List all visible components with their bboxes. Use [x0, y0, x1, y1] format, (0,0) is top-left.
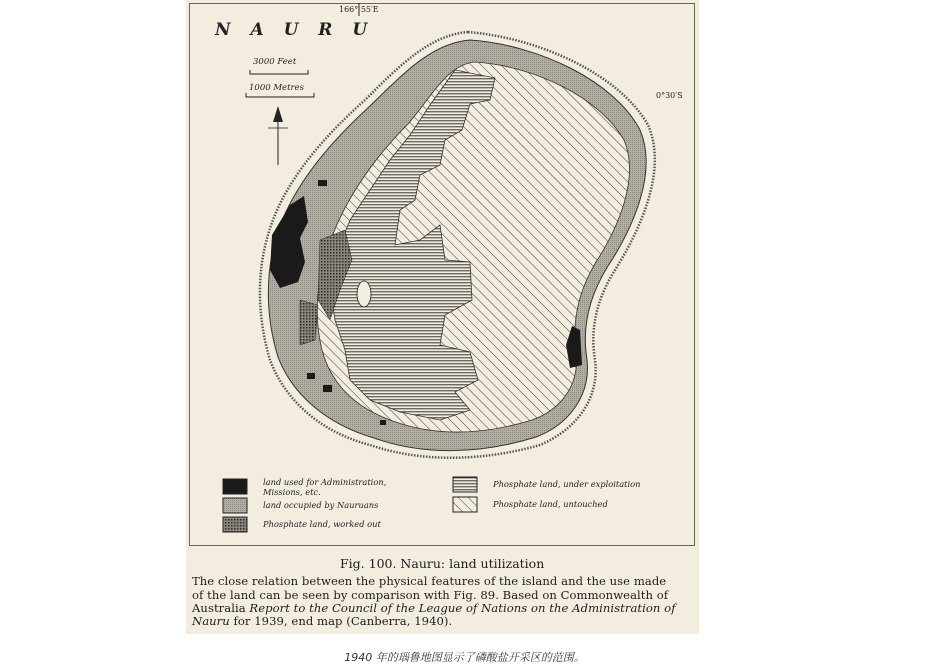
lagoon [357, 281, 371, 307]
legend-swatch-untouched [453, 497, 477, 512]
scale-bar-feet [250, 70, 308, 74]
caption-text: Australia [192, 601, 250, 615]
admin-patch-3 [380, 420, 386, 425]
figure-caption-line [192, 601, 676, 615]
caption-report-title: Report to the Council of the League of Nations on the Administration of [249, 601, 676, 615]
legend-label-administration-line2: Missions, etc. [263, 487, 321, 497]
north-arrow-head [273, 106, 283, 122]
longitude-label: 166° 55′E [339, 5, 379, 14]
image-caption: 1940 年的瑙鲁地图显示了磷酸盐开采区的范围。 [344, 651, 585, 664]
admin-patch-2 [323, 385, 332, 392]
worked-out-area-2 [300, 300, 318, 345]
legend-label-administration-line1: land used for Administration, [263, 477, 387, 487]
legend-swatch-nauruans [223, 498, 247, 513]
scale-label-feet: 3000 Feet [253, 57, 297, 67]
figure-caption-title: Fig. 100. Nauru: land utilization [340, 556, 545, 571]
legend-swatch-worked-out [223, 517, 247, 532]
caption-text: for 1939, end map (Canberra, 1940). [229, 614, 453, 628]
caption-report-title-end: Nauru [192, 614, 230, 628]
figure-caption-line [192, 614, 452, 628]
legend-label-worked-out: Phosphate land, worked out [263, 519, 381, 529]
legend-swatch-exploitation [453, 477, 477, 492]
scale-bar-metres [246, 93, 314, 97]
legend-label-exploitation: Phosphate land, under exploitation [493, 479, 641, 489]
legend-label-untouched: Phosphate land, untouched [493, 499, 608, 509]
figure-caption-line: of the land can be seen by comparison with Fig. 89. Based on Commonwealth of [192, 588, 669, 602]
scale-label-metres: 1000 Metres [249, 83, 304, 93]
figure-caption-line: The close relation between the physical features of the island and the use made [192, 574, 667, 588]
latitude-label: 0°30′S [656, 91, 683, 100]
legend-label-nauruans: land occupied by Nauruans [263, 500, 379, 510]
admin-patch-4 [318, 180, 327, 186]
legend-label-administration [263, 477, 386, 497]
legend-swatch-administration [223, 479, 247, 494]
admin-patch [307, 373, 315, 379]
map-title: N A U R U [215, 20, 375, 40]
